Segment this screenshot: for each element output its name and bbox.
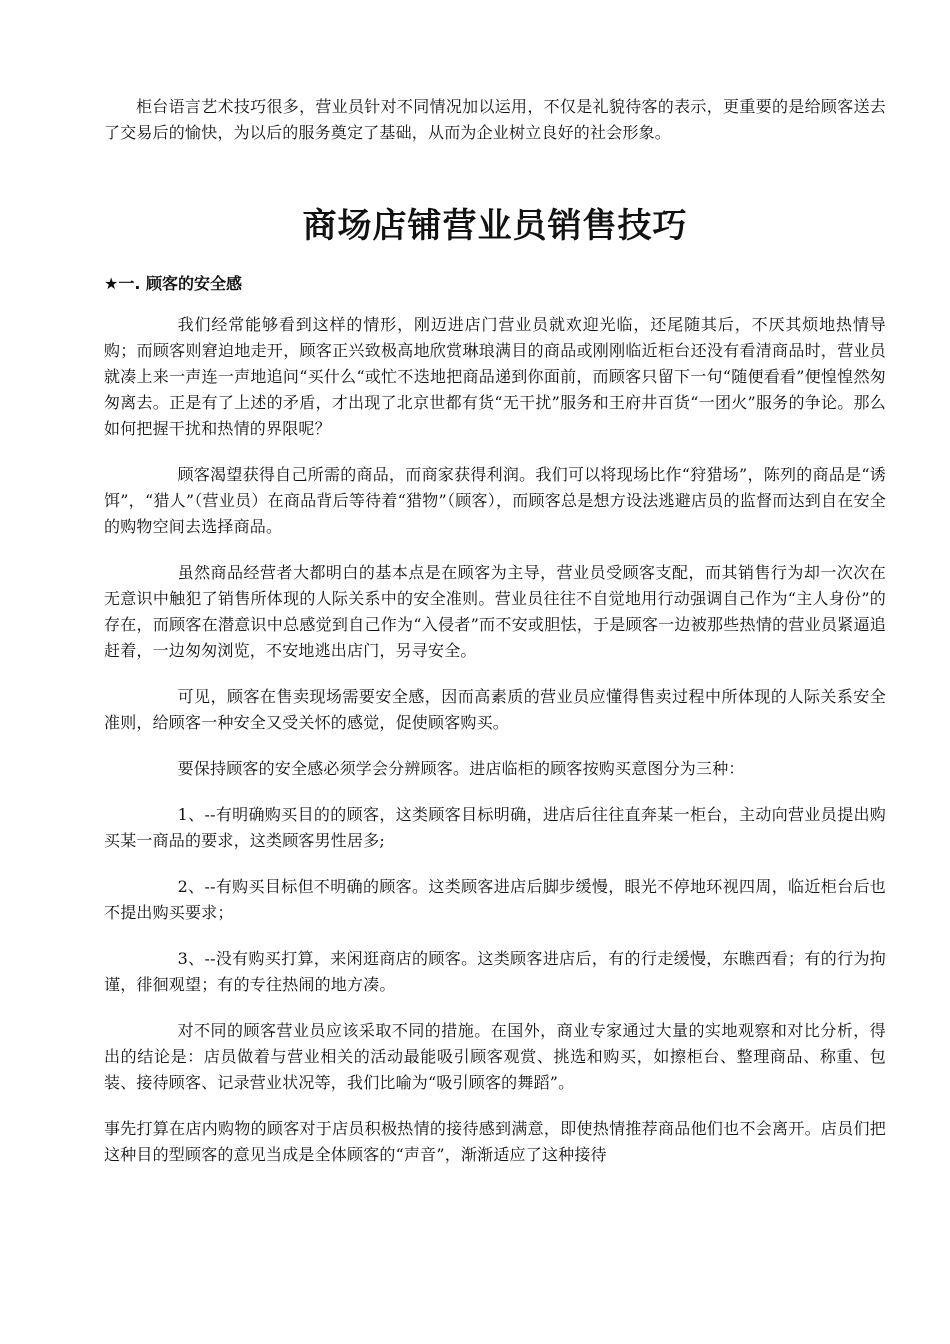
- body-paragraph: 我们经常能够看到这样的情形，刚迈进店门营业员就欢迎光临，还尾随其后，不厌其烦地热情导购；而顾客则窘迫地走开，顾客正兴致极高地欣赏琳琅满目的商品或刚刚临近柜台还没有看清商品时，营业员就凑上来一声连一声地追问“买什么“或忙不迭地把商品递到你面前，而顾客只留下一句“随便看看”便惶惶然匆匆离去。正是有了上述的矛盾，才出现了北京世都有货“无干扰”服务和王府井百货“一团火”服务的争论。那么如何把握干扰和热情的界限呢？: [104, 315, 886, 438]
- document-title: 商场店铺营业员销售技巧: [302, 206, 688, 246]
- body-paragraph: 虽然商品经营者大都明白的基本点是在顾客为主导，营业员受顾客支配，而其销售行为却一次次在无意识中触犯了销售所体现的人际关系中的安全准则。营业员往往不自觉地用行动强调自己作为“主人身份”的存在，而顾客在潜意识中总感觉到自己作为“入侵者”而不安或胆怯，于是顾客一边被那些热情的营业员紧逼追赶着，一边匆匆浏览，不安地逃出店门，另寻安全。: [104, 563, 886, 660]
- closing-paragraph: 事先打算在店内购物的顾客对于店员积极热情的接待感到满意，即使热情推荐商品他们也不会离开。店员们把这种目的型顾客的意见当成是全体顾客的“声音”，渐渐适应了这种接待: [104, 1119, 886, 1164]
- document-page: [104, 94, 886, 1168]
- intro-paragraph: 柜台语言艺术技巧很多，营业员针对不同情况加以运用，不仅是礼貌待客的表示，更重要的是给顾客送去了交易后的愉快，为以后的服务奠定了基础，从而为企业树立良好的社会形象。: [104, 97, 886, 142]
- list-item: 1、--有明确购买目的的顾客，这类顾客目标明确，进店后往往直奔某一柜台，主动向营业员提出购买某一商品的要求，这类顾客男性居多;: [104, 805, 886, 850]
- body-paragraph: 对不同的顾客营业员应该采取不同的措施。在国外，商业专家通过大量的实地观察和对比分析，得出的结论是：店员做着与营业相关的活动最能吸引顾客观赏、挑选和购买，如擦柜台、整理商品、称重、包装、接待顾客、记录营业状况等，我们比喻为“吸引顾客的舞蹈”。: [104, 1021, 886, 1092]
- body-paragraph: 要保持顾客的安全感必须学会分辨顾客。进店临柜的顾客按购买意图分为三种：: [177, 759, 745, 778]
- list-item: 2、--有购买目标但不明确的顾客。这类顾客进店后脚步缓慢，眼光不停地环视四周，临近柜台后也不提出购买要求；: [104, 877, 886, 922]
- section-heading: ★一. 顾客的安全感: [104, 274, 242, 293]
- body-paragraph: 顾客渴望获得自己所需的商品，而商家获得利润。我们可以将现场比作“狩猎场”，陈列的商品是“诱饵”，“猎人”（营业员）在商品背后等待着“猎物”（顾客），而顾客总是想方设法逃避店员的监督而达到自在安全的购物空间去选择商品。: [104, 465, 886, 536]
- list-item: 3、--没有购买打算，来闲逛商店的顾客。这类顾客进店后，有的行走缓慢，东瞧西看；有的行为拘谨，徘徊观望；有的专往热闹的地方凑。: [104, 949, 886, 994]
- body-paragraph: 可见，顾客在售卖现场需要安全感，因而高素质的营业员应懂得售卖过程中所体现的人际关系安全准则，给顾客一种安全又受关怀的感觉，促使顾客购买。: [104, 687, 886, 732]
